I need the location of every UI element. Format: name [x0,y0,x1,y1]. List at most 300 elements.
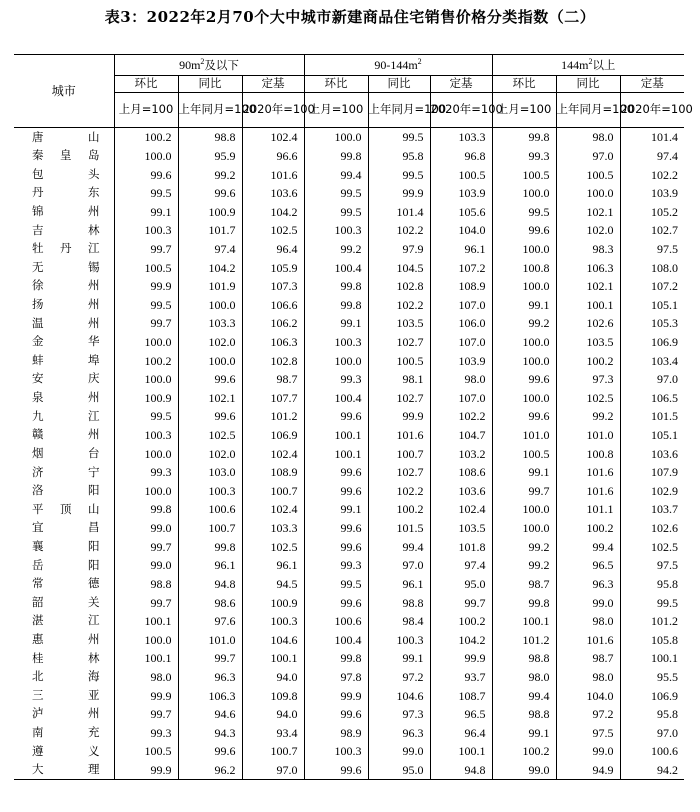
index-value: 100.0 [492,351,556,370]
index-value: 99.5 [368,128,430,147]
city-name: 泸州 [14,705,114,724]
index-value: 103.7 [651,502,679,517]
index-value: 99.6 [304,705,368,724]
table-row [14,407,684,426]
index-value: 99.0 [368,742,430,761]
index-value: 99.7 [178,649,242,668]
index-value: 102.5 [178,426,242,445]
index-value: 99.4 [304,165,368,184]
index-value: 102.2 [430,407,492,426]
index-value: 101.6 [556,630,620,649]
index-value: 94.2 [620,761,684,780]
index-value: 94.0 [242,668,304,687]
index-value: 96.3 [178,668,242,687]
index-value: 100.0 [492,240,556,259]
index-value: 102.2 [368,482,430,501]
index-value: 100.7 [242,742,304,761]
index-value: 100.1 [430,742,492,761]
index-value: 99.2 [304,240,368,259]
index-value: 100.4 [304,630,368,649]
index-value: 103.9 [430,351,492,370]
table-row [14,649,684,668]
city-name: 蚌埠 [14,351,114,370]
index-value: 99.8 [304,295,368,314]
index-value: 101.0 [178,630,242,649]
group-header-1 [114,55,304,76]
index-value: 99.5 [304,184,368,203]
index-value: 106.6 [242,295,304,314]
index-value: 98.7 [556,649,620,668]
unit-label-1-3: 2020年=100 [242,93,304,128]
index-value: 96.1 [430,240,492,259]
index-value: 100.2 [430,612,492,631]
index-value: 103.4 [651,353,679,368]
index-value: 102.4 [430,500,492,519]
index-value: 100.1 [114,649,178,668]
index-value: 99.4 [556,537,620,556]
index-value: 102.0 [178,333,242,352]
index-value: 105.3 [651,316,679,331]
header-row-units [14,93,684,128]
index-value: 100.0 [492,389,556,408]
index-value: 98.7 [492,575,556,594]
index-value: 99.2 [492,556,556,575]
index-value: 101.1 [556,500,620,519]
index-value: 102.1 [556,277,620,296]
subheader-3-3: 定基 [620,76,684,93]
index-value: 99.9 [430,649,492,668]
index-value: 100.9 [178,202,242,221]
index-value: 99.4 [492,686,556,705]
table-row [14,593,684,612]
index-value: 99.1 [492,295,556,314]
index-value: 97.0 [368,556,430,575]
index-value: 97.3 [556,370,620,389]
index-value: 103.5 [556,333,620,352]
city-name: 襄阳 [14,537,114,556]
table-row [14,705,684,724]
index-value: 97.4 [178,240,242,259]
index-value: 104.5 [368,258,430,277]
index-value: 101.0 [492,426,556,445]
index-value: 100.0 [114,444,178,463]
index-value: 99.5 [657,595,679,610]
city-name: 泉州 [14,389,114,408]
index-value: 99.7 [114,593,178,612]
subheader-2-3: 定基 [430,76,492,93]
index-value: 99.8 [178,537,242,556]
index-value: 100.0 [304,351,368,370]
index-value: 99.6 [114,165,178,184]
index-value: 101.4 [368,202,430,221]
group-header-sup: 2 [588,57,593,67]
group-header-sup: 2 [200,57,205,67]
index-value: 99.5 [114,295,178,314]
index-value: 100.1 [651,651,679,666]
index-value: 99.8 [304,147,368,166]
index-value: 100.3 [114,221,178,240]
table-row [14,556,684,575]
table-title: 表3：2022年2月70个大中城市新建商品住宅销售价格分类指数（二） [104,8,596,26]
index-value: 104.7 [430,426,492,445]
index-value: 102.7 [368,463,430,482]
index-value: 99.3 [304,370,368,389]
table-row [14,500,684,519]
index-value: 105.1 [651,428,679,443]
index-value: 99.1 [304,314,368,333]
index-value: 98.0 [556,668,620,687]
index-value: 100.3 [304,333,368,352]
index-value: 102.7 [651,223,679,238]
table-row [14,686,684,705]
index-value: 100.5 [492,444,556,463]
group-header-suffix: 及以下 [204,58,239,73]
index-value: 100.1 [114,612,178,631]
table-row [14,761,684,780]
index-value: 95.8 [657,576,679,591]
index-value: 102.1 [556,202,620,221]
index-value: 97.5 [657,241,679,256]
city-name: 包头 [14,165,114,184]
index-value: 103.6 [242,184,304,203]
index-value: 98.9 [304,724,368,743]
index-value: 100.2 [368,500,430,519]
group-header-3 [492,55,684,76]
table-row [14,165,684,184]
index-value: 99.6 [304,463,368,482]
index-value: 102.4 [242,128,304,147]
index-value: 105.2 [651,204,679,219]
city-name: 遵义 [14,742,114,761]
index-value: 103.2 [430,444,492,463]
index-value: 99.6 [304,537,368,556]
city-name: 岳阳 [14,556,114,575]
index-value: 100.0 [492,519,556,538]
index-value: 100.0 [492,184,556,203]
index-value: 101.4 [651,130,679,145]
table-row [14,463,684,482]
index-value: 97.4 [657,148,679,163]
index-value: 100.2 [556,351,620,370]
index-value: 96.1 [242,556,304,575]
index-value: 99.6 [304,761,368,780]
table-row [14,258,684,277]
index-value: 102.0 [556,221,620,240]
index-value: 99.8 [492,128,556,147]
subheader-1-2: 同比 [178,76,242,93]
city-name: 济宁 [14,463,114,482]
index-value: 96.5 [556,556,620,575]
index-value: 95.8 [368,147,430,166]
index-value: 100.4 [304,258,368,277]
index-value: 99.1 [492,463,556,482]
index-value: 99.5 [304,575,368,594]
index-value: 106.9 [242,426,304,445]
city-name: 湛江 [14,612,114,631]
index-value: 94.3 [178,724,242,743]
index-value: 107.7 [242,389,304,408]
index-value: 102.6 [651,521,679,536]
index-value: 97.5 [657,558,679,573]
index-value: 102.5 [242,221,304,240]
index-value: 99.6 [304,407,368,426]
group-header-base: 90m [179,58,201,73]
index-value: 98.8 [178,128,242,147]
index-value: 99.9 [114,686,178,705]
index-value: 95.5 [657,669,679,684]
index-value: 106.9 [651,335,679,349]
table-row [14,482,684,501]
index-value: 105.8 [651,632,679,647]
index-value: 99.0 [492,761,556,780]
table-row [14,221,684,240]
index-value: 93.7 [430,668,492,687]
city-name: 惠州 [14,630,114,649]
index-value: 103.6 [651,446,679,461]
index-value: 104.6 [368,686,430,705]
index-value: 101.2 [242,407,304,426]
index-value: 100.5 [492,165,556,184]
table-row [14,370,684,389]
index-value: 98.0 [492,668,556,687]
index-value: 93.4 [242,724,304,743]
index-value: 94.8 [178,575,242,594]
group-header-base: 144m [561,58,589,73]
table-row [14,724,684,743]
city-name: 锦州 [14,202,114,221]
index-value: 100.3 [114,426,178,445]
index-value: 98.8 [492,649,556,668]
index-value: 105.6 [430,202,492,221]
index-value: 100.3 [304,742,368,761]
index-value: 108.0 [651,260,679,275]
index-value: 100.8 [556,444,620,463]
unit-label-3-1: 上月=100 [492,93,556,128]
index-value: 98.8 [114,575,178,594]
index-value: 99.8 [492,593,556,612]
index-value: 104.2 [430,630,492,649]
index-value: 100.5 [556,165,620,184]
index-value: 100.1 [492,612,556,631]
index-value: 99.5 [492,202,556,221]
index-value: 97.0 [556,147,620,166]
index-value: 98.3 [556,240,620,259]
city-name: 扬州 [14,295,114,314]
table-row [14,147,684,166]
index-value: 102.7 [368,389,430,408]
index-value: 100.5 [114,258,178,277]
unit-label-2-1: 上月=100 [304,93,368,128]
index-value: 100.0 [114,370,178,389]
index-value: 103.3 [178,314,242,333]
index-value: 102.4 [242,444,304,463]
index-value: 100.7 [178,519,242,538]
index-value: 102.8 [242,351,304,370]
index-value: 99.7 [114,705,178,724]
index-value: 98.8 [492,705,556,724]
index-value: 106.3 [242,333,304,352]
index-value: 100.3 [178,482,242,501]
index-value: 98.7 [242,370,304,389]
unit-label-2-3: 2020年=100 [430,93,492,128]
index-value: 96.1 [178,556,242,575]
city-name: 金华 [14,333,114,352]
index-value: 98.8 [368,593,430,612]
subheader-1-1: 环比 [114,76,178,93]
index-value: 107.3 [242,277,304,296]
table-row [14,202,684,221]
index-value: 94.5 [242,575,304,594]
index-value: 102.9 [651,483,679,498]
unit-label-3-3: 2020年=100 [620,93,684,128]
index-value: 104.0 [430,221,492,240]
index-value: 101.2 [492,630,556,649]
index-value: 105.1 [651,297,679,312]
index-value: 103.9 [651,186,679,201]
table-row [14,128,684,147]
index-value: 99.7 [114,537,178,556]
table-header [14,55,693,128]
index-value: 99.1 [492,724,556,743]
table-row [14,537,684,556]
city-name: 徐州 [14,277,114,296]
index-value: 98.0 [114,668,178,687]
header-row-subheaders [14,76,684,93]
index-value: 94.0 [242,705,304,724]
index-value: 97.5 [556,724,620,743]
index-value: 100.2 [492,742,556,761]
index-value: 101.9 [178,277,242,296]
index-value: 99.8 [304,277,368,296]
index-value: 99.6 [304,519,368,538]
unit-label-1-1: 上月=100 [114,93,178,128]
index-value: 100.0 [178,351,242,370]
subheader-2-1: 环比 [304,76,368,93]
city-name: 北海 [14,668,114,687]
index-value: 100.1 [304,426,368,445]
index-value: 98.1 [368,370,430,389]
group-header-2 [304,55,492,76]
index-value: 101.6 [242,165,304,184]
index-value: 103.5 [368,314,430,333]
index-value: 103.3 [430,128,492,147]
city-name: 秦皇岛 [14,147,114,166]
subheader-1-3: 定基 [242,76,304,93]
index-value: 100.8 [492,258,556,277]
index-value: 106.5 [651,390,679,405]
index-value: 96.3 [368,724,430,743]
table-row [14,333,684,352]
index-value: 97.4 [430,556,492,575]
index-value: 100.5 [430,165,492,184]
index-value: 99.9 [304,686,368,705]
index-value: 102.2 [368,295,430,314]
index-value: 101.8 [430,537,492,556]
city-name: 吉林 [14,221,114,240]
group-header-base: 90-144m [374,58,418,73]
index-value: 100.5 [114,742,178,761]
index-value: 102.4 [242,500,304,519]
index-value: 106.0 [430,314,492,333]
index-value: 99.6 [492,370,556,389]
index-value: 104.6 [242,630,304,649]
index-value: 99.9 [114,277,178,296]
index-value: 100.7 [242,482,304,501]
table-row [14,668,684,687]
index-value: 99.0 [556,742,620,761]
index-value: 103.6 [430,482,492,501]
index-value: 105.9 [242,258,304,277]
index-value: 106.9 [651,688,679,703]
index-value: 102.6 [556,314,620,333]
index-value: 100.6 [178,500,242,519]
index-value: 107.0 [430,333,492,352]
city-name: 安庆 [14,370,114,389]
index-value: 99.3 [114,724,178,743]
index-value: 106.3 [178,686,242,705]
index-value: 100.1 [242,649,304,668]
index-value: 99.7 [114,314,178,333]
index-value: 98.0 [430,370,492,389]
index-value: 102.2 [651,167,679,182]
index-value: 99.4 [368,537,430,556]
index-value: 102.1 [178,389,242,408]
index-value: 107.9 [651,465,679,480]
index-value: 108.6 [430,463,492,482]
table-row [14,389,684,408]
index-value: 94.9 [556,761,620,780]
index-value: 99.8 [114,500,178,519]
table-row [14,444,684,463]
city-name: 唐山 [14,128,114,147]
index-value: 109.8 [242,686,304,705]
index-value: 100.2 [114,351,178,370]
index-value: 96.6 [242,147,304,166]
index-value: 95.0 [368,761,430,780]
index-value: 99.9 [368,184,430,203]
index-value: 99.2 [492,537,556,556]
unit-label-3-2: 上年同月=100 [556,93,620,128]
index-value: 99.1 [368,649,430,668]
index-value: 99.1 [304,500,368,519]
city-name: 桂林 [14,649,114,668]
index-value: 99.9 [368,407,430,426]
index-value: 100.7 [368,444,430,463]
index-value: 101.7 [178,221,242,240]
index-value: 96.5 [430,705,492,724]
index-value: 96.4 [430,724,492,743]
index-value: 100.6 [304,612,368,631]
index-value: 100.3 [368,630,430,649]
index-value: 99.0 [114,556,178,575]
table-row [14,314,684,333]
index-value: 97.0 [657,725,679,740]
index-value: 98.4 [368,612,430,631]
index-value: 97.0 [657,372,679,387]
index-value: 99.6 [178,742,242,761]
index-value: 95.9 [178,147,242,166]
index-value: 99.6 [492,407,556,426]
index-value: 100.3 [304,221,368,240]
index-value: 99.9 [114,761,178,780]
index-value: 95.0 [430,575,492,594]
price-index-table [14,54,693,780]
index-value: 99.5 [114,184,178,203]
table-row [14,240,684,259]
index-value: 99.2 [178,165,242,184]
index-value: 108.9 [430,277,492,296]
city-name: 平顶山 [14,500,114,519]
